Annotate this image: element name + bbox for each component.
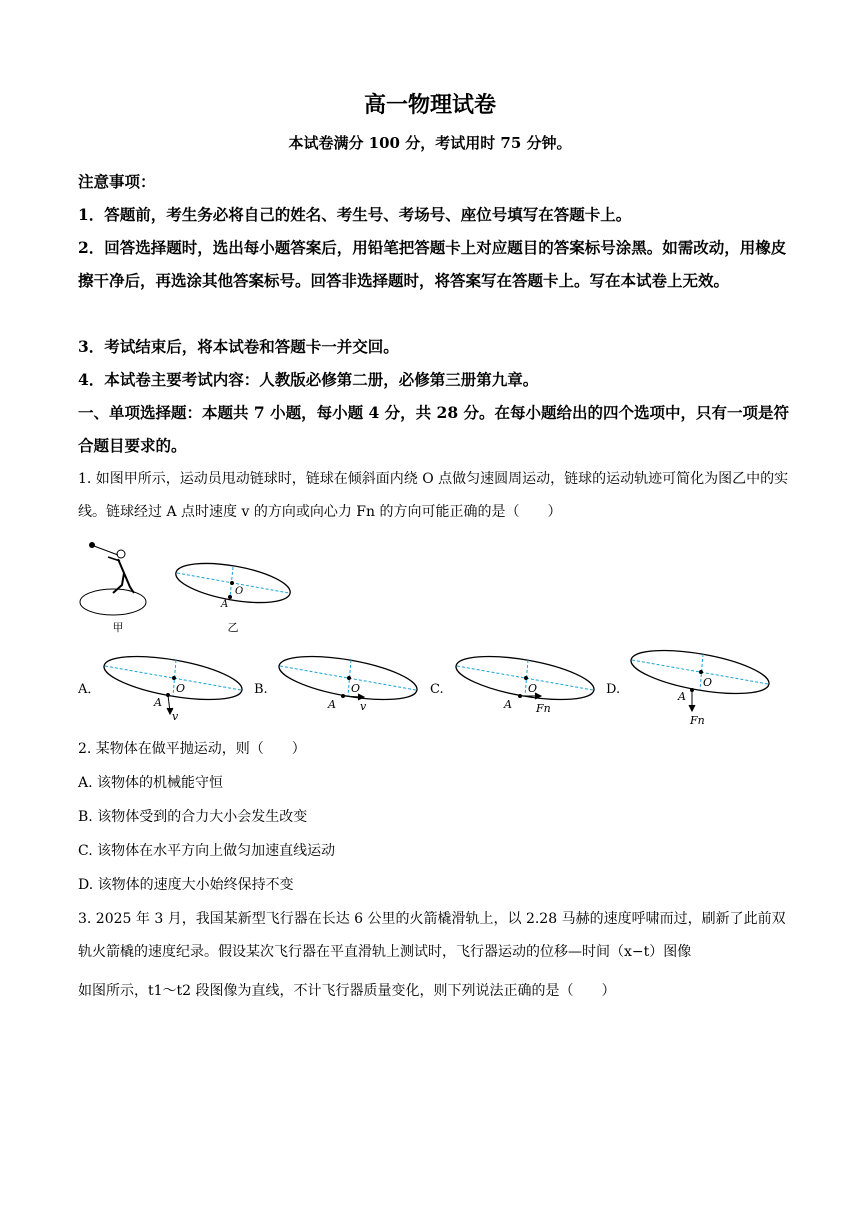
question-2-option: B. 该物体受到的合力大小会发生改变 [78,809,308,825]
question-3-text: 3. 2025 年 3 月，我国某新型飞行器在长达 6 公里的火箭橇滑轨上，以 2.28 马赫的速度呼啸而过，刷新了此前双轨火箭橇的速度纪录。假设某次飞行器在平直滑轨上测试时，飞行器运动的位移—时间（x−t）图像 [78,911,786,960]
svg-text:O: O [176,682,186,695]
exam-info: 本试卷满分 100 分，考试用时 75 分钟。 [288,134,572,152]
notes-heading: 注意事项： [78,172,156,191]
option-c-figure [430,648,597,715]
option-d-figure [606,648,772,727]
athlete-illustration [80,542,146,615]
svg-text:O: O [528,682,538,695]
question-1-figure [78,535,308,640]
svg-text:O: O [351,682,361,695]
option-a-vector: v [172,710,179,723]
option-a-figure [78,648,245,723]
notice-item: 2．回答选择题时，选出每小题答案后，用铅笔把答题卡上对应题目的答案标号涂黑。如需改动，用橡皮擦干净后，再选涂其他答案标号。回答非选择题时，将答案写在答题卡上。写在本试卷上无效。 [78,238,787,290]
notice-item: 1．答题前，考生务必将自己的姓名、考生号、考场号、座位号填写在答题卡上。 [78,205,632,224]
fig-label-jia: 甲 [112,621,124,634]
question-2-option: A. 该物体的机械能守恒 [78,775,224,791]
notice-item: 4．本试卷主要考试内容：人教版必修第二册，必修第三册第九章。 [78,370,539,389]
option-b-vector: v [360,700,367,713]
question-2-option: D. 该物体的速度大小始终保持不变 [78,877,294,893]
fig-label-O: O [235,586,244,597]
section-heading: 一、单项选择题：本题共 7 小题，每小题 4 分，共 28 分。在每小题给出的四个选项中，只有一项是符合题目要求的。 [78,403,790,455]
page-title: 高一物理试卷 [363,92,496,118]
option-b-figure [254,648,420,713]
option-c-label: C. [430,682,444,697]
svg-text:A: A [678,690,686,703]
svg-text:A: A [154,696,162,709]
svg-text:A: A [504,698,512,711]
notice-item: 3．考试结束后，将本试卷和答题卡一并交回。 [78,337,399,356]
fig-label-yi: 乙 [227,621,239,634]
ellipse-diagram-yi [173,556,293,610]
question-3-text-continued: 如图所示，t1～t2 段图像为直线，不计飞行器质量变化，则下列说法正确的是（ ） [78,983,616,999]
svg-text:O: O [703,676,713,689]
question-1-text: 1. 如图甲所示，运动员甩动链球时，链球在倾斜面内绕 O 点做匀速圆周运动，链球的运动轨迹可简化为图乙中的实线。链球经过 A 点时速度 v 的方向或向心力 Fn 的方向可能正确的是（ ） [78,471,789,520]
option-b-label: B. [254,682,268,697]
question-1-options [78,648,778,728]
question-2-option: C. 该物体在水平方向上做匀加速直线运动 [78,843,336,859]
option-a-label: A． [78,682,101,697]
option-d-vector: Fn [690,714,705,727]
option-c-vector: Fn [536,702,551,715]
fig-label-A: A [221,599,229,610]
option-d-label: D. [606,682,621,697]
question-2-text: 2. 某物体在做平抛运动，则（ ） [78,741,306,757]
svg-text:A: A [328,698,336,711]
